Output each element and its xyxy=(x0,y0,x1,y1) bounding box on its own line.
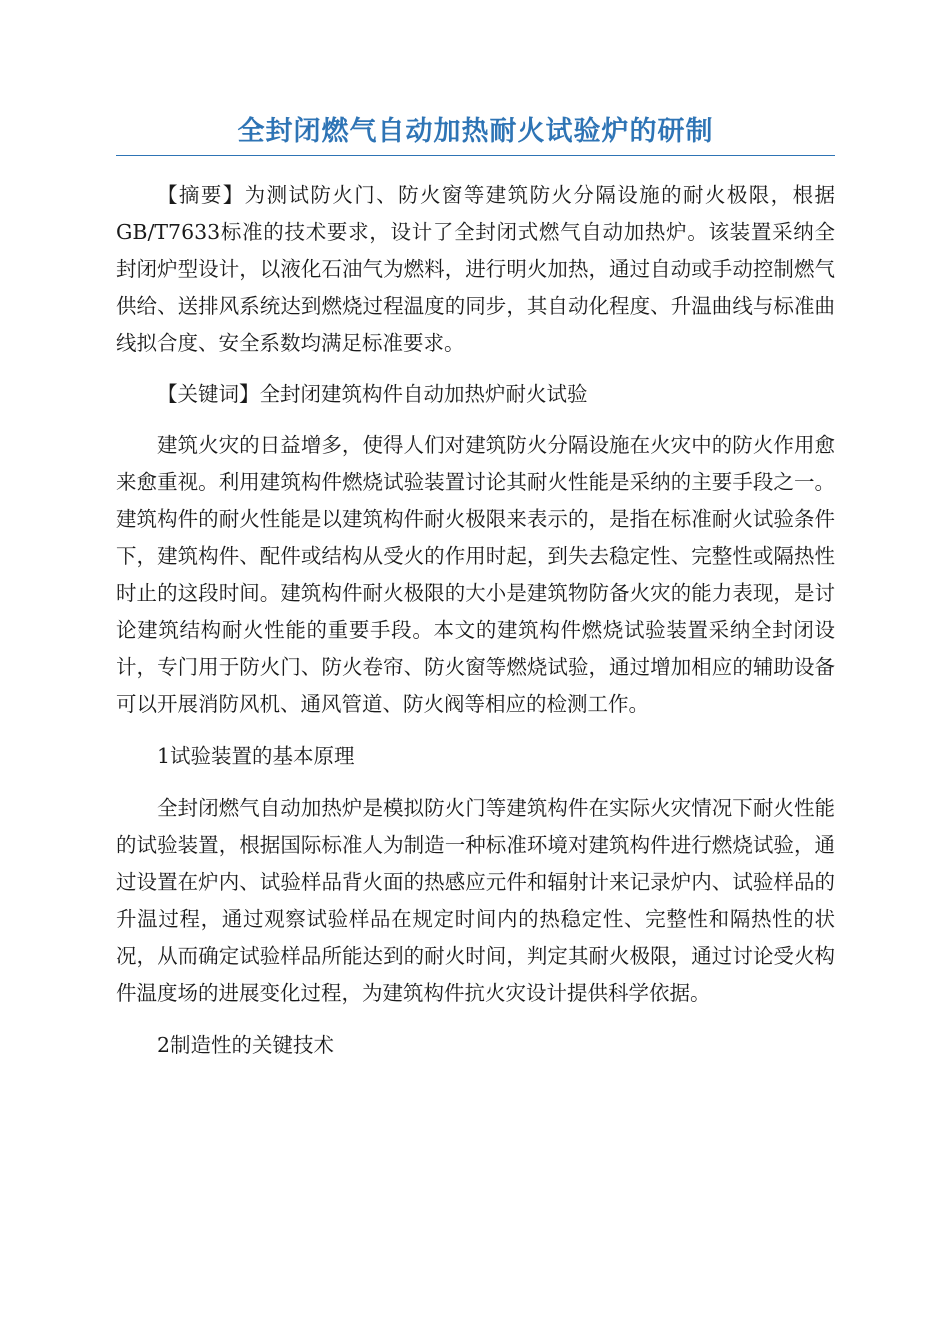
section-heading-2: 2制造性的关键技术 xyxy=(157,1033,335,1057)
keywords-paragraph: 【关键词】全封闭建筑构件自动加热炉耐火试验 xyxy=(157,382,588,406)
abstract-paragraph: 【摘要】为测试防火门、防火窗等建筑防火分隔设施的耐火极限，根据GB/T7633标准的技术要求，设计了全封闭式燃气自动加热炉。该装置采纳全封闭炉型设计，以液化石油气为燃料，进行明火加热，通过自动或手动控制燃气供给、送排风系统达到燃烧过程温度的同步，其自动化程度、升温曲线与标准曲线拟合度、安全系数均满足标准要求。 xyxy=(116,183,835,355)
title-underline xyxy=(116,155,835,156)
principle-paragraph: 全封闭燃气自动加热炉是模拟防火门等建筑构件在实际火灾情况下耐火性能的试验装置，根据国际标准人为制造一种标准环境对建筑构件进行燃烧试验，通过设置在炉内、试验样品背火面的热感应元件和辐射计来记录炉内、试验样品的升温过程，通过观察试验样品在规定时间内的热稳定性、完整性和隔热性的状况，从而确定试验样品所能达到的耐火时间，判定其耐火极限，通过讨论受火构件温度场的进展变化过程，为建筑构件抗火灾设计提供科学依据。 xyxy=(116,796,835,1005)
intro-paragraph: 建筑火灾的日益增多，使得人们对建筑防火分隔设施在火灾中的防火作用愈来愈重视。利用建筑构件燃烧试验装置讨论其耐火性能是采纳的主要手段之一。建筑构件的耐火性能是以建筑构件耐火极限来表示的，是指在标准耐火试验条件下，建筑构件、配件或结构从受火的作用时起，到失去稳定性、完整性或隔热性时止的这段时间。建筑构件耐火极限的大小是建筑物防备火灾的能力表现，是讨论建筑结构耐火性能的重要手段。本文的建筑构件燃烧试验装置采纳全封闭设计，专门用于防火门、防火卷帘、防火窗等燃烧试验，通过增加相应的辅助设备可以开展消防风机、通风管道、防火阀等相应的检测工作。 xyxy=(116,433,835,716)
section-heading-1: 1试验装置的基本原理 xyxy=(157,744,355,768)
document-page xyxy=(116,112,835,1064)
document-title: 全封闭燃气自动加热耐火试验炉的研制 xyxy=(237,116,714,147)
